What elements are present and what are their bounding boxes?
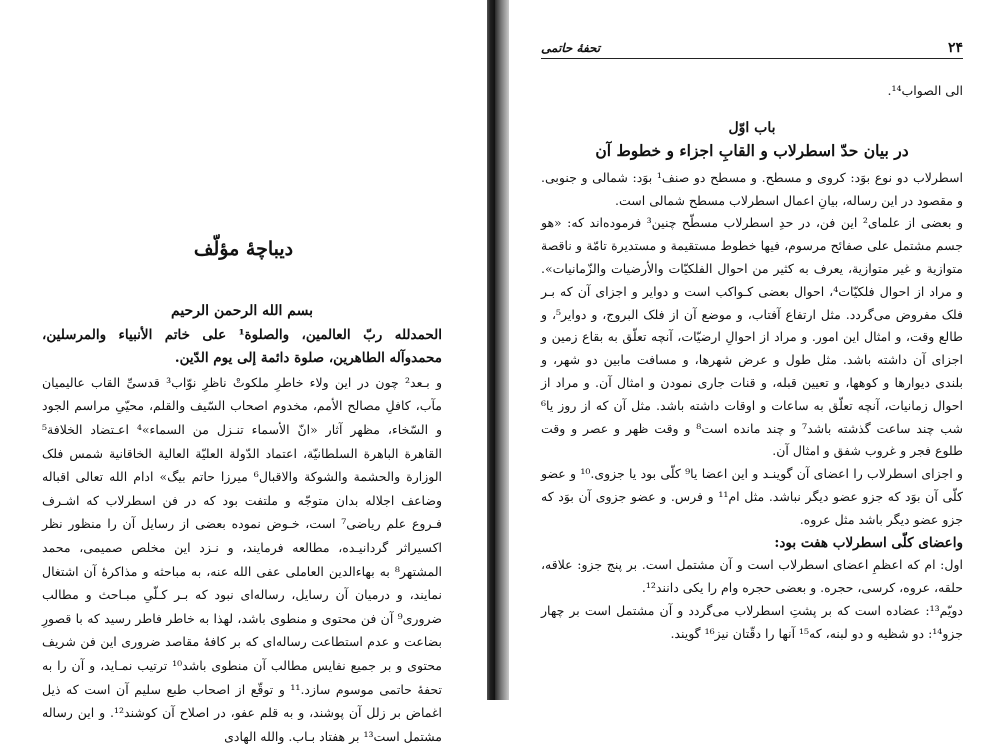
chapter-label: باب اوّل	[728, 119, 776, 136]
body-paragraph: و اجزای اسطرلاب را اعضای آن گوینـد و این اعضا یا⁹ کلّی بود یا جزوی.¹⁰ و عضو کلّی آن بوَد که جزو عضو دیگر نباشد. مثل ام¹¹ و فرس. و عضو جزوی آن بوَد که جزو عضو دیگر باشد مثل عروه.	[541, 466, 963, 527]
preface-title: دیباچۀ مؤلّف	[193, 238, 294, 260]
preface-body	[42, 300, 442, 748]
right-page	[509, 0, 995, 700]
list-paragraph: دویّم¹³: عضاده است که بر پشتِ اسطرلاب می‌گردد و آن مشتمل است بر چهار جزو¹⁴: دو شظیه و دو لبنه، که¹⁵ آنها را دقّتان نیز¹⁶ گویند.	[541, 602, 963, 641]
page-header	[541, 40, 963, 59]
list-paragraph: اول: ام که اعظمِ اعضای اسطرلاب است و آن مشتمل است. بر پنج جزو: علاقه، حلقه، عروه، کرسی، حجره. و بعضی حجره وام را یکی دانند¹².	[541, 557, 963, 596]
preface-paragraph: و بـعد² چون در این ولاء خاطرِ ملکوتْ ناظرِ نوّاب³ قدسیِّ القاب عالیمیان مآب، کافلِ مصالح الأمم، مخدوم اصحاب السّیف والقلم، محیّیِ مراسم الجود و السّخاء، مظهر آثار «انّ الأسماء تنـزل من السماء»⁴ اعـتضاد الخلافة⁵ القاهرة الباهرة السلطانیّة، اعتماد الدّولة العلیّة العالیة الخاقانیة شمس فلک الوزارة والحشمة والشوکة والاقبال⁶ میرزا حاتم بیگ» ادام الله تعالی اقباله وضاعف اجلاله بدان متوجّه و ملتفت بود که در فن اسطرلاب که اشـرف فـروع علم ریاضی⁷ است، خـوض نموده بعضی از رسایل آن را منظور نظر اکسیراثر گردانیـده، مطالعه فرمایند، و نـزد این مخلص صمیمی، محمد المشتهر⁸ به بهاءالدین العاملی عفی الله عنه، به مباحثه و مذاکرۀ آن اشتغال نمایند، و درمیان آن رسایل، رساله‌ای نبود که بـر کـلّیِ مبـاحث و مطالب ضروری⁹ آن فن محتوی و منطوی باشد، لهذا به خاطر فاطر رسید که با قصورِ بضاعت و عدم استطاعت رساله‌ای که بر کافۀ مقاصد ضروری این فن شریف محتوی و بر جمیع نفایس مطالب آن منطوی باشد¹⁰ ترتیب نمـاید، و آن را به تحفۀ حاتمی موسوم سازد.¹¹ و توقّع از اصحاب طبع سلیم آن است که ذیل اغماض بر زلل آن پوشند، و به قلم عفو، در اصلاح آن کوشند¹². و این رساله مشتمل است¹³ بر هفتاد بـاب. والله الهادی	[42, 374, 443, 744]
left-page	[0, 0, 487, 744]
basmala: بسم الله الرحمن الرحیم	[171, 303, 313, 319]
chapter-body	[541, 80, 963, 646]
chapter-title: در بیان حدّ اسطرلاب و القابِ اجزاء و خطوط آن	[595, 140, 909, 160]
book-spine	[495, 0, 509, 700]
book-gutter-shadow	[487, 0, 495, 700]
section-subheading: واعضای کلّی اسطرلاب هفت بود:	[774, 534, 963, 551]
page-number: ۲۴	[947, 40, 963, 56]
body-paragraph: اسطرلاب دو نوع بوَد: کروی و مسطح. و مسطح دو صنف¹ بوَد: شمالی و جنوبی. و مقصود در این رساله، بیانِ اعمال اسطرلاب مسطح شمالی است.	[541, 169, 964, 208]
body-paragraph: و بعضی از علمای² این فن، در حدِ اسطرلاب مسطّح چنین³ فرموده‌اند که: «هو جسم مشتمل علی صفائح مرسوم، فیها خطوط مستقیمة و مستدیرة تامّة و ناقصة متوازیة و غیر متوازیة، یعرف به کثیر من احوال الفلکیّات والأرضیات والزّمانیات». و مراد از احوال فلکیّات⁴، احوال بعضی کـواکب است و دوایر و اجزای آن که بـر فلک مفروض می‌گردد. مثل ارتفاع آفتاب، و موضع آن از فلک البروج، و دوایر⁵، و طالع وقت، و امثال این امور. و مراد از احوالِ ارضیّات، آنچه تعلّق به بقاع زمین و اجزای آن داشته باشد. مثل طول و عرض شهرها، و مسافت مابین دو شهر، و بلندی دیوارها و کوهها، و تعیین قبله، و قنات جاری نمودن و امثال آن. و مراد از احوال زمانیات، آنچه تعلّق به ساعات و اوقات داشته باشد. مثل آن که از روز یا⁶ شب چند ساعت گذشته باشد⁷ و چند مانده است⁸ و وقت ظهر و عصر و وقت طلوع فجر و غروب شفق و امثال آن.	[541, 215, 964, 459]
opening-praise: الحمدلله ربّ العالمین، والصلوة¹ علی خاتم الأنبیاء والمرسلین، محمدوآله الطاهرین، صلوة دائمة إلی یوم الدّین.	[42, 326, 443, 367]
continuation-line: الی الصواب¹⁴.	[887, 83, 963, 98]
chapter-heading	[541, 117, 963, 163]
running-title: تحفهٔ حاتمی	[541, 41, 601, 55]
